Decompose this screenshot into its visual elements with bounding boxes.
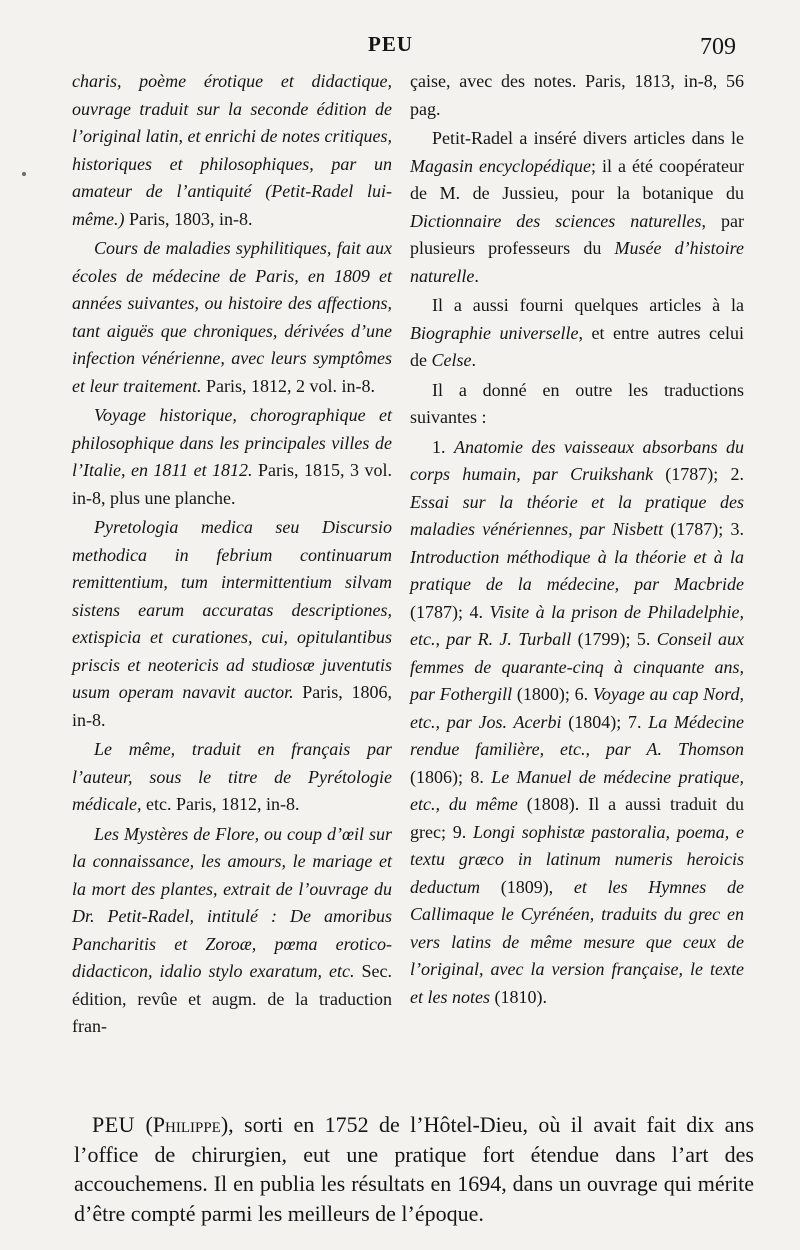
left-paragraph-1 [72, 68, 392, 233]
right-paragraph-3 [410, 292, 744, 375]
left-p6-roman: Sec. édition, revûe et augm. de la traduction fran- [72, 961, 392, 1036]
right-p2-text: , par plusieurs professeurs du [410, 210, 745, 258]
right-paragraph-5 [410, 434, 744, 1012]
translation-title: Essai sur la théorie et la pratique des maladies vénériennes, par Nisbett [410, 491, 744, 539]
translation-year: (1809), [479, 876, 574, 897]
translation-year: (1787); 4. [410, 601, 490, 622]
left-p4-roman: Paris, 1806, in-8. [72, 682, 392, 730]
right-p2-title: Dictionnaire des sciences naturelles [410, 210, 702, 231]
left-paragraph-6 [72, 821, 392, 1041]
right-p3-title: Celse [431, 350, 472, 370]
biographical-entry [74, 1110, 754, 1228]
entry-text: , sorti en 1752 de l’Hôtel-Dieu, où il avait fait dix ans l’office de chirurgien, eut une pratique fort étendue dans l’art des accouchemens. Il en publia les résultats en 1694, dans un ouvrage qui mérite d’être compté parmi les meilleurs de l’époque. [74, 1112, 755, 1226]
left-p5-roman: etc. Paris, 1812, in-8. [141, 794, 300, 814]
right-p2-text: . [474, 265, 479, 286]
left-p3-italic: Voyage historique, chorographique et philosophique dans les principales villes de l’Italie, en 1811 et 1812. [72, 405, 392, 480]
translation-year: (1787); 2. [653, 464, 744, 484]
left-p5-italic: Le même, traduit en français par l’auteur, sous le titre de Pyrétologie médicale, [72, 739, 392, 814]
left-paragraph-5 [72, 736, 392, 819]
running-head [0, 32, 800, 62]
left-p1-roman: Paris, 1803, in-8. [124, 208, 253, 229]
translation-year: (1804); 7. [561, 711, 649, 732]
translation-title: Longi sophistæ pastoralia, poema, e textu græco in latinum numeris heroicis deductum [410, 821, 744, 897]
left-p2-italic: Cours de maladies syphilitiques, fait aux écoles de médecine de Paris, en 1809 et années suivantes, ou histoire des affections, tant aiguës que chroniques, dérivées d’une infection vénérienne, avec leurs symptômes et leur traitement. [72, 238, 392, 396]
translation-number: 1. [432, 436, 455, 457]
translation-year: (1808). Il a aussi traduit du grec; 9. [410, 794, 744, 842]
right-p3-title: Biographie universelle [410, 322, 579, 343]
right-p3-text: Il a aussi fourni quelques articles à la [432, 295, 744, 315]
right-p2-text: Petit-Radel a inséré divers articles dans le [432, 128, 744, 148]
margin-speck [22, 172, 26, 176]
translation-title: Voyage au cap Nord, etc., par Jos. Acerbi [410, 684, 744, 732]
entry-name: PEU [92, 1112, 136, 1137]
translation-title: Visite à la prison de Philadelphie, etc., par R. J. Turball [410, 601, 744, 649]
translation-title: Introduction méthodique à la théorie et à la pratique de la médecine, par Macbride [410, 546, 744, 594]
right-paragraph-4: Il a donné en outre les traductions suivantes : [410, 379, 744, 427]
translation-year: (1799); 5. [571, 629, 657, 649]
right-p2-text: ; il a été coopérateur de M. de Jussieu, pour la botanique du [410, 155, 744, 203]
left-column [72, 68, 392, 1041]
right-paragraph-2 [410, 125, 744, 290]
translation-year: (1800); 6. [512, 684, 593, 704]
left-paragraph-2 [72, 235, 392, 400]
left-p1-italic: charis, poème érotique et didactique, ouvrage traduit sur la seconde édition de l’original latin, et enrichi de notes critiques, historiques et philosophiques, par un amateur de l’antiquité (Petit-Radel lui-même.) [72, 71, 392, 229]
entry-given-name: (Philippe) [145, 1112, 229, 1137]
translation-title: Conseil aux femmes de quarante-cinq à cinquante ans, par Fothergill [410, 629, 744, 704]
left-p4-italic: Pyretologia medica seu Discursio methodica in febrium continuarum remittentium, tum intermittentium silvam sistens earum accuratas descriptiones, extispicia et curationes, cui, opitulantibus priscis et neotericis ad studiosæ juventutis usum operam navavit auctor. [72, 517, 392, 702]
right-p2-title: Musée d’histoire naturelle [410, 238, 744, 286]
translation-year: (1787); 3. [663, 519, 744, 539]
right-paragraph-1: çaise, avec des notes. Paris, 1813, in-8, 56 pag. [410, 71, 744, 119]
left-p3-roman: Paris, 1815, 3 vol. in-8, plus une planche. [72, 460, 392, 508]
right-p2-title: Magasin encyclopédique [410, 155, 591, 176]
left-paragraph-4 [72, 514, 392, 734]
right-p3-text: . [471, 350, 476, 370]
left-p2-roman: Paris, 1812, 2 vol. in-8. [201, 375, 375, 396]
right-column [410, 68, 744, 1011]
running-title: PEU [368, 32, 413, 56]
right-p3-text: , et entre autres celui de [410, 322, 744, 370]
translation-year: (1810). [489, 986, 547, 1007]
left-p6-italic: Les Mystères de Flore, ou coup d’œil sur la connaissance, les amours, le mariage et la mort des plantes, extrait de l’ouvrage du Dr. Petit-Radel, intitulé : De amoribus Pancharitis et Zoroæ, pœma erotico-didacticon, idalio stylo exaratum, etc. [72, 823, 392, 981]
translation-year: (1806); 8. [410, 766, 492, 787]
left-paragraph-3 [72, 402, 392, 512]
translation-title: Le Manuel de médecine pratique, etc., du même [410, 766, 744, 814]
translation-title: et les Hymnes de Callimaque le Cyrénéen, traduits du grec en vers latins de même mesure que ceux de l’original, avec la version française, le texte et les notes [410, 876, 744, 1007]
page-number: 709 [700, 34, 736, 60]
translation-title: La Médecine rendue familière, etc., par A. Thomson [410, 711, 744, 759]
translation-title: Anatomie des vaisseaux absorbans du corps humain, par Cruikshank [410, 436, 745, 484]
